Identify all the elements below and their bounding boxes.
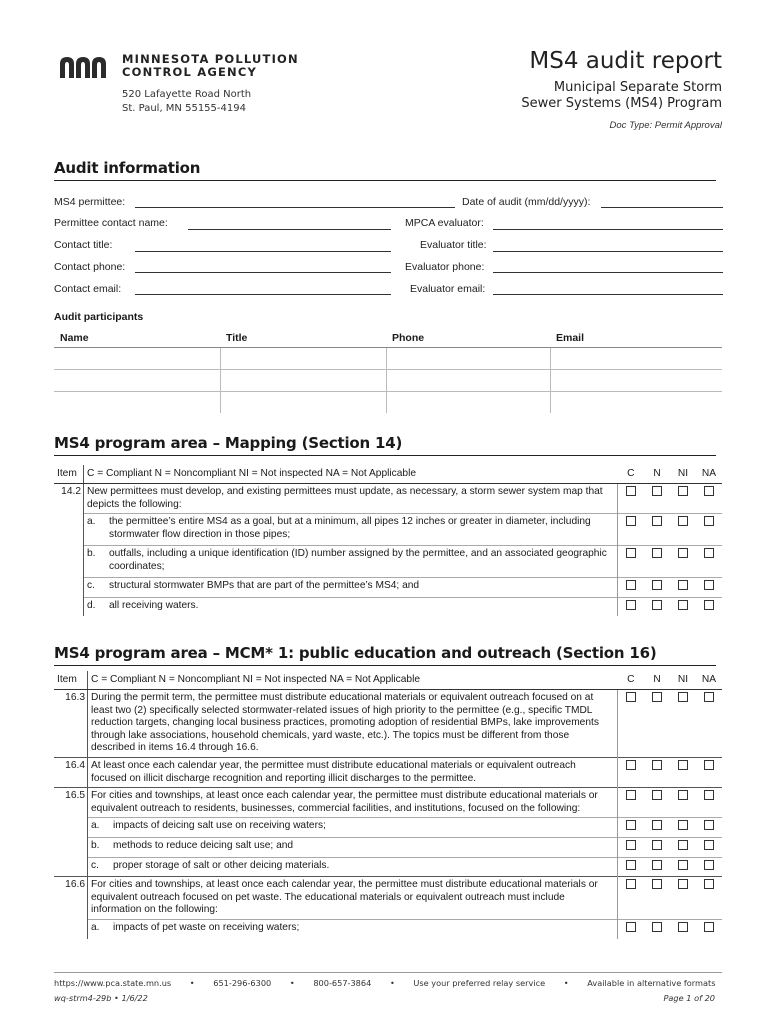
not-inspected-checkbox[interactable] bbox=[670, 546, 696, 578]
address-line1: 520 Lafayette Road North bbox=[122, 89, 252, 100]
participant-title-cell[interactable] bbox=[220, 392, 386, 414]
col-c-header: C bbox=[618, 671, 645, 690]
evaluator-email-field[interactable] bbox=[493, 294, 723, 295]
checklist-item-row bbox=[54, 757, 722, 787]
ms4-permittee-label: MS4 permittee: bbox=[54, 196, 126, 208]
address-line2: St. Paul, MN 55155-4194 bbox=[122, 102, 246, 114]
not-inspected-checkbox[interactable] bbox=[670, 757, 696, 787]
agency-name-line1: MINNESOTA POLLUTION bbox=[122, 52, 299, 66]
subitem-letter: a. bbox=[91, 921, 100, 933]
subitem-letter: b. bbox=[87, 548, 96, 560]
participant-email-cell[interactable] bbox=[550, 370, 722, 392]
participant-row bbox=[54, 348, 722, 370]
footer-doc-code: wq-strm4-29b • 1/6/22 bbox=[54, 993, 148, 1003]
compliant-checkbox[interactable] bbox=[618, 818, 645, 838]
item-text: During the permit term, the permittee must distribute educational materials or equivalent outreach focused on at least two (2) specifically selected stormwater-related issues of high priority to the permittee (e.g., specific TMDL reduction targets, changing local business practices, promoting adoption of residential BMPs, lake improvements through lake associations, household chemicals, yard waste, etc.). The topics must be different from those described in items 16.4 through 16.6. bbox=[88, 690, 618, 758]
not-applicable-checkbox[interactable] bbox=[696, 919, 722, 938]
participants-table bbox=[54, 329, 722, 413]
footer-bullet: • bbox=[189, 978, 195, 988]
footer-bullet: • bbox=[389, 978, 395, 988]
legend-header: C = Compliant N = Noncompliant NI = Not inspected NA = Not Applicable bbox=[88, 671, 618, 690]
col-na-header: NA bbox=[696, 671, 722, 690]
col-na-header: NA bbox=[696, 465, 722, 484]
evaluator-phone-label: Evaluator phone: bbox=[405, 261, 485, 273]
audit-date-field[interactable] bbox=[601, 207, 723, 208]
doc-type: Doc Type: Permit Approval bbox=[609, 120, 722, 131]
agency-name-line2: CONTROL AGENCY bbox=[122, 65, 258, 79]
item-number: 16.4 bbox=[54, 757, 88, 787]
noncompliant-checkbox[interactable] bbox=[644, 690, 670, 758]
participant-name-cell[interactable] bbox=[54, 392, 220, 414]
subitem-letter: d. bbox=[87, 599, 96, 611]
participant-row bbox=[54, 370, 722, 392]
footer-relay: Use your preferred relay service bbox=[413, 978, 546, 988]
participant-name-cell[interactable] bbox=[54, 370, 220, 392]
col-n-header: N bbox=[644, 465, 670, 484]
contact-title-field[interactable] bbox=[135, 251, 391, 252]
participants-col-title: Title bbox=[220, 329, 386, 348]
item-text: For cities and townships, at least once each calendar year, the permittee must distribute educational materials or equivalent outreach to residents, businesses, commercial facilities, and institutions, focused on the following: bbox=[88, 788, 618, 818]
checklist-subitem-row bbox=[54, 857, 722, 877]
agency-address bbox=[122, 88, 251, 115]
item-number: 16.3 bbox=[54, 690, 88, 758]
not-inspected-checkbox[interactable] bbox=[670, 514, 696, 546]
audit-info-heading: Audit information bbox=[54, 159, 201, 177]
checklist-item-row bbox=[54, 877, 722, 920]
checklist-subitem-row bbox=[54, 837, 722, 857]
not-applicable-checkbox[interactable] bbox=[696, 578, 722, 598]
noncompliant-checkbox[interactable] bbox=[644, 484, 670, 514]
contact-phone-field[interactable] bbox=[135, 272, 391, 273]
participant-phone-cell[interactable] bbox=[386, 392, 550, 414]
noncompliant-checkbox[interactable] bbox=[644, 818, 670, 838]
not-applicable-checkbox[interactable] bbox=[696, 857, 722, 877]
document-subtitle bbox=[521, 80, 722, 111]
subitem-text: proper storage of salt or other deicing materials. bbox=[113, 859, 330, 871]
agency-name bbox=[122, 53, 299, 79]
footer-url-link[interactable]: https://www.pca.state.mn.us bbox=[54, 978, 172, 988]
subitem-text: outfalls, including a unique identification (ID) number assigned by the permittee, and an associated geographic coordinates; bbox=[109, 548, 607, 572]
not-applicable-checkbox[interactable] bbox=[696, 597, 722, 616]
subitem-letter: a. bbox=[87, 516, 96, 528]
compliant-checkbox[interactable] bbox=[618, 514, 645, 546]
subitem-letter: b. bbox=[91, 839, 100, 851]
document-title: MS4 audit report bbox=[529, 48, 722, 74]
not-inspected-checkbox[interactable] bbox=[670, 857, 696, 877]
compliant-checkbox[interactable] bbox=[618, 919, 645, 938]
not-inspected-checkbox[interactable] bbox=[670, 818, 696, 838]
outreach-checklist-table bbox=[54, 671, 722, 939]
noncompliant-checkbox[interactable] bbox=[644, 788, 670, 818]
outreach-section-heading: MS4 program area – MCM* 1: public education and outreach (Section 16) bbox=[54, 644, 657, 662]
checklist-item-row bbox=[54, 690, 722, 758]
not-applicable-checkbox[interactable] bbox=[696, 788, 722, 818]
mpca-evaluator-field[interactable] bbox=[493, 229, 723, 230]
not-applicable-checkbox[interactable] bbox=[696, 546, 722, 578]
compliant-checkbox[interactable] bbox=[618, 857, 645, 877]
participant-title-cell[interactable] bbox=[220, 370, 386, 392]
not-applicable-checkbox[interactable] bbox=[696, 877, 722, 920]
checklist-subitem-row bbox=[54, 578, 722, 598]
col-c-header: C bbox=[618, 465, 645, 484]
participants-col-phone: Phone bbox=[386, 329, 550, 348]
participant-title-cell[interactable] bbox=[220, 348, 386, 370]
mapping-section-heading: MS4 program area – Mapping (Section 14) bbox=[54, 434, 403, 452]
subtitle-line1: Municipal Separate Storm bbox=[553, 80, 722, 95]
subitem-letter: c. bbox=[91, 859, 99, 871]
mpca-logo-icon bbox=[58, 54, 118, 80]
participant-phone-cell[interactable] bbox=[386, 370, 550, 392]
subitem-text: all receiving waters. bbox=[109, 599, 199, 611]
participant-email-cell[interactable] bbox=[550, 392, 722, 414]
subitem-letter: a. bbox=[91, 820, 100, 832]
noncompliant-checkbox[interactable] bbox=[644, 877, 670, 920]
contact-email-field[interactable] bbox=[135, 294, 391, 295]
mpca-evaluator-label: MPCA evaluator: bbox=[405, 217, 484, 229]
compliant-checkbox[interactable] bbox=[618, 837, 645, 857]
contact-title-label: Contact title: bbox=[54, 239, 113, 251]
participant-phone-cell[interactable] bbox=[386, 348, 550, 370]
evaluator-title-field[interactable] bbox=[493, 251, 723, 252]
contact-phone-label: Contact phone: bbox=[54, 261, 126, 273]
participant-email-cell[interactable] bbox=[550, 348, 722, 370]
not-inspected-checkbox[interactable] bbox=[670, 690, 696, 758]
participants-col-name: Name bbox=[54, 329, 220, 348]
not-inspected-checkbox[interactable] bbox=[670, 837, 696, 857]
participants-col-email: Email bbox=[550, 329, 722, 348]
legend-header: C = Compliant N = Noncompliant NI = Not inspected NA = Not Applicable bbox=[84, 465, 618, 484]
not-inspected-checkbox[interactable] bbox=[670, 597, 696, 616]
not-applicable-checkbox[interactable] bbox=[696, 757, 722, 787]
item-text: At least once each calendar year, the permittee must distribute educational materials or equivalent outreach focused on illicit discharge recognition and reporting illicit discharges to the permittee. bbox=[88, 757, 618, 787]
participant-name-cell[interactable] bbox=[54, 348, 220, 370]
compliant-checkbox[interactable] bbox=[618, 877, 645, 920]
subitem-text: impacts of pet waste on receiving waters; bbox=[113, 921, 300, 933]
footer-phone2: 800-657-3864 bbox=[313, 978, 372, 988]
compliant-checkbox[interactable] bbox=[618, 690, 645, 758]
footer-bullet: • bbox=[563, 978, 569, 988]
subitem-text: the permittee’s entire MS4 as a goal, but at a minimum, all pipes 12 inches or greater in diameter, including stormwater flow direction in those pipes; bbox=[109, 516, 591, 540]
not-inspected-checkbox[interactable] bbox=[670, 877, 696, 920]
compliant-checkbox[interactable] bbox=[618, 578, 645, 598]
checklist-subitem-row bbox=[54, 818, 722, 838]
checklist-subitem-row bbox=[54, 919, 722, 938]
mapping-checklist-table bbox=[54, 465, 722, 616]
subtitle-line2: Sewer Systems (MS4) Program bbox=[521, 95, 722, 111]
not-inspected-checkbox[interactable] bbox=[670, 919, 696, 938]
evaluator-phone-field[interactable] bbox=[493, 272, 723, 273]
not-applicable-checkbox[interactable] bbox=[696, 514, 722, 546]
noncompliant-checkbox[interactable] bbox=[644, 857, 670, 877]
subitem-text: methods to reduce deicing salt use; and bbox=[113, 839, 294, 851]
compliant-checkbox[interactable] bbox=[618, 757, 645, 787]
footer-bullet: • bbox=[289, 978, 295, 988]
item-text: New permittees must develop, and existing permittees must update, as necessary, a storm sewer system map that depicts the following: bbox=[84, 484, 618, 514]
item-text: For cities and townships, at least once each calendar year, the permittee must distribute educational materials or equivalent outreach focused on pet waste. The educational materials or equivalent outreach must include information on the following: bbox=[88, 877, 618, 920]
subitem-letter: c. bbox=[87, 580, 95, 592]
col-n-header: N bbox=[644, 671, 670, 690]
item-number: 16.6 bbox=[54, 877, 88, 920]
not-applicable-checkbox[interactable] bbox=[696, 690, 722, 758]
audit-participants-heading: Audit participants bbox=[54, 311, 144, 323]
subitem-text: structural stormwater BMPs that are part of the permittee’s MS4; and bbox=[109, 580, 420, 592]
contact-name-label: Permittee contact name: bbox=[54, 217, 168, 229]
col-ni-header: NI bbox=[670, 671, 696, 690]
section-divider bbox=[54, 455, 716, 456]
checklist-subitem-row bbox=[54, 546, 722, 578]
not-applicable-checkbox[interactable] bbox=[696, 484, 722, 514]
audit-date-label: Date of audit (mm/dd/yyyy): bbox=[462, 196, 591, 208]
page-number: Page 1 of 20 bbox=[663, 993, 715, 1003]
footer-divider bbox=[54, 972, 722, 973]
noncompliant-checkbox[interactable] bbox=[644, 546, 670, 578]
item-col-header: Item bbox=[54, 671, 88, 690]
not-inspected-checkbox[interactable] bbox=[670, 788, 696, 818]
item-number: 16.5 bbox=[54, 788, 88, 818]
contact-name-field[interactable] bbox=[188, 229, 391, 230]
section-divider bbox=[54, 180, 716, 181]
participant-row bbox=[54, 392, 722, 414]
evaluator-title-label: Evaluator title: bbox=[420, 239, 487, 251]
compliant-checkbox[interactable] bbox=[618, 597, 645, 616]
contact-email-label: Contact email: bbox=[54, 283, 122, 295]
noncompliant-checkbox[interactable] bbox=[644, 514, 670, 546]
compliant-checkbox[interactable] bbox=[618, 788, 645, 818]
col-ni-header: NI bbox=[670, 465, 696, 484]
footer-phone1: 651-296-6300 bbox=[213, 978, 272, 988]
item-col-header: Item bbox=[54, 465, 84, 484]
noncompliant-checkbox[interactable] bbox=[644, 578, 670, 598]
not-inspected-checkbox[interactable] bbox=[670, 578, 696, 598]
not-applicable-checkbox[interactable] bbox=[696, 837, 722, 857]
footer-contact-line bbox=[54, 978, 716, 988]
footer-alt-formats: Available in alternative formats bbox=[587, 978, 716, 988]
evaluator-email-label: Evaluator email: bbox=[410, 283, 486, 295]
not-applicable-checkbox[interactable] bbox=[696, 818, 722, 838]
noncompliant-checkbox[interactable] bbox=[644, 597, 670, 616]
noncompliant-checkbox[interactable] bbox=[644, 757, 670, 787]
checklist-subitem-row bbox=[54, 597, 722, 616]
section-divider bbox=[54, 665, 716, 666]
ms4-permittee-field[interactable] bbox=[135, 207, 455, 208]
compliant-checkbox[interactable] bbox=[618, 484, 645, 514]
checklist-item-row bbox=[54, 788, 722, 818]
subitem-text: impacts of deicing salt use on receiving waters; bbox=[113, 820, 326, 832]
checklist-subitem-row bbox=[54, 514, 722, 546]
item-number: 14.2 bbox=[54, 484, 84, 514]
not-inspected-checkbox[interactable] bbox=[670, 484, 696, 514]
noncompliant-checkbox[interactable] bbox=[644, 837, 670, 857]
checklist-item-row bbox=[54, 484, 722, 514]
noncompliant-checkbox[interactable] bbox=[644, 919, 670, 938]
compliant-checkbox[interactable] bbox=[618, 546, 645, 578]
